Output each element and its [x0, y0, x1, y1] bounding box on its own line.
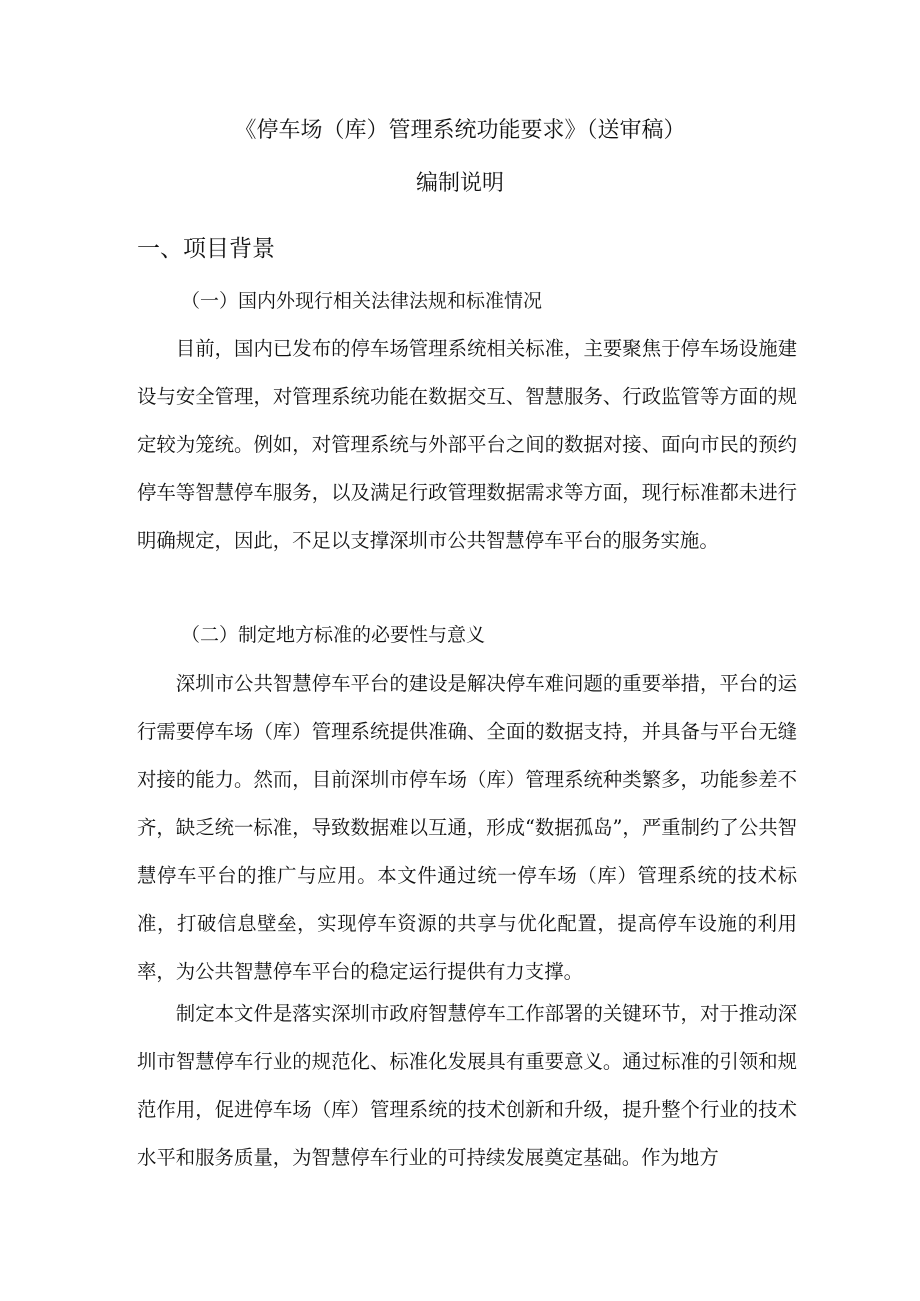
document-subtitle: 编制说明: [415, 171, 504, 196]
paragraph-regulations: 目前，国内已发布的停车场管理系统相关标准，主要聚焦于停车场设施建设与安全管理，对管理系统功能在数据交互、智慧服务、行政监管等方面的规定较为笼统。例如，对管理系统与外部平台之间的数据对接、面向市民的预约停车等智慧停车服务，以及满足行政管理数据需求等方面，现行标准都未进行明确规定，因此，不足以支撑深圳市公共智慧停车平台的服务实施。: [137, 337, 797, 552]
section-heading-project-background: 一、项目背景: [137, 236, 275, 262]
subsection-heading-necessity: （二）制定地方标准的必要性与意义: [181, 624, 486, 646]
document-title: 《停车场（库）管理系统功能要求》（送审稿）: [234, 118, 686, 143]
paragraph-necessity-2: 制定本文件是落实深圳市政府智慧停车工作部署的关键环节，对于推动深圳市智慧停车行业的规范化、标准化发展具有重要意义。通过标准的引领和规范作用，促进停车场（库）管理系统的技术创新和升级，提升整个行业的技术水平和服务质量，为智慧停车行业的可持续发展奠定基础。作为地方: [137, 1002, 797, 1169]
paragraph-necessity-1: 深圳市公共智慧停车平台的建设是解决停车难问题的重要举措，平台的运行需要停车场（库）管理系统提供准确、全面的数据支持，并具备与平台无缝对接的能力。然而，目前深圳市停车场（库）管理系统种类繁多，功能参差不齐，缺乏统一标准，导致数据难以互通，形成“数据孤岛”，严重制约了公共智慧停车平台的推广与应用。本文件通过统一停车场（库）管理系统的技术标准，打破信息壁垒，实现停车资源的共享与优化配置，提高停车设施的利用率，为公共智慧停车平台的稳定运行提供有力支撑。: [137, 672, 797, 983]
subsection-heading-regulations: （一）国内外现行相关法律法规和标准情况: [181, 290, 543, 312]
